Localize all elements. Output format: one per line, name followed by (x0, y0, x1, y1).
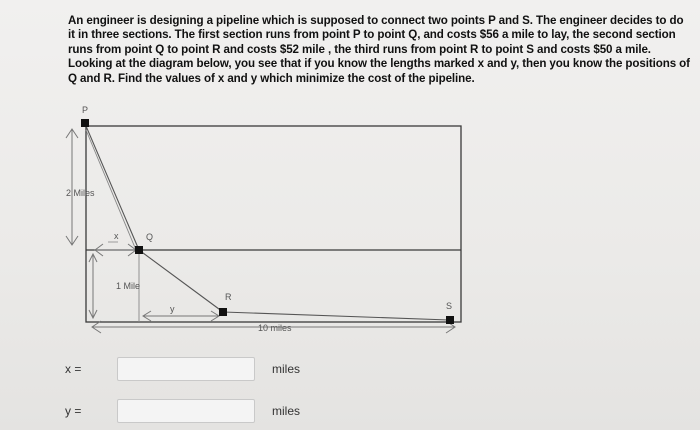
ten-miles-label: 10 miles (258, 323, 292, 333)
point-r-marker (219, 308, 227, 316)
point-p-marker (81, 119, 89, 127)
two-miles-label: 2 Miles (66, 188, 95, 198)
x-label: x (114, 231, 119, 241)
pipe-segment-rs (223, 312, 449, 320)
y-answer-unit: miles (272, 404, 301, 418)
y-answer-label: y = (65, 404, 82, 418)
point-r-label: R (225, 292, 232, 302)
one-mile-label: 1 Mile (116, 281, 141, 291)
x-answer-input[interactable] (117, 357, 255, 381)
point-q-marker (135, 246, 143, 254)
point-q-label: Q (146, 232, 154, 242)
point-s-label: S (446, 301, 453, 311)
outer-boundary (86, 126, 461, 322)
x-answer-label: x = (65, 362, 82, 376)
point-p-label: P (82, 105, 89, 115)
point-s-marker (446, 316, 454, 324)
pipe-segment-qr (139, 250, 223, 312)
problem-text: An engineer is designing a pipeline which is supposed to connect two points P and S. The engineer decides to do it in three sections. The first section runs from point P to point Q, and costs $56 a mile to lay, the second section runs from point Q to point R and costs $52 mile , the third runs from point R to point S and costs $50 a mile. Looking at the diagram below, you see that if you know the lengths marked x and y, then you know the positions of Q and R. Find the values of x and y which minimize the cost of the pipeline. (68, 14, 690, 85)
x-answer-unit: miles (272, 362, 301, 376)
y-label: y (170, 304, 175, 314)
y-answer-input[interactable] (117, 399, 255, 423)
